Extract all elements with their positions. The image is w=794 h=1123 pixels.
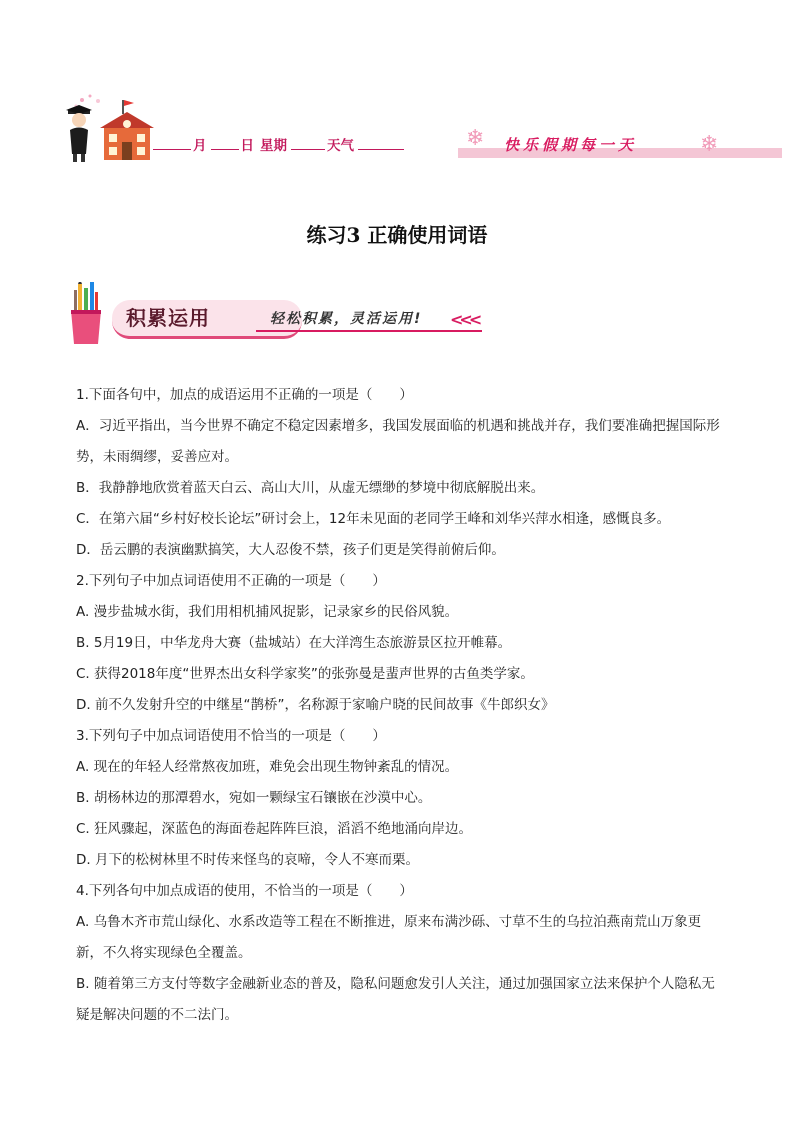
option-a: A. 现在的年轻人经常熬夜加班，难免会出现生物钟紊乱的情况。 (76, 759, 459, 775)
option-b: B. 胡杨林边的那潭碧水，宛如一颗绿宝石镶嵌在沙漠中心。 (76, 790, 432, 806)
question-stem: 4.下列各句中加点成语的使用，不恰当的一项是（ ） (76, 883, 413, 899)
option-a: A. 漫步盐城水街，我们用相机捕风捉影，记录家乡的民俗风貌。 (76, 604, 459, 620)
option-a: A．习近平指出，当今世界不确定不稳定因素增多，我国发展面临的机遇和挑战并存，我们要准确把握国际形势，未雨绸缪，妥善应对。 (76, 418, 720, 465)
section-title: 积累运用 (126, 306, 210, 330)
header-banner (0, 92, 794, 172)
weather-blank[interactable] (358, 135, 404, 150)
option-b: B. 5月19日，中华龙舟大赛（盐城站）在大洋湾生态旅游景区拉开帷幕。 (76, 635, 512, 651)
option-d: D. 月下的松树林里不时传来怪鸟的哀啼，令人不寒而栗。 (76, 852, 419, 868)
double-arrow-left-icon: <<< (450, 310, 479, 329)
option-b: B. 随着第三方支付等数字金融新业态的普及，隐私问题愈发引人关注，通过加强国家立法来保护个人隐私无疑是解决问题的不二法门。 (76, 976, 715, 1023)
pencil-cup-icon (66, 282, 106, 346)
school-graduate-illustration (62, 92, 157, 164)
day-label: 日 (240, 138, 254, 154)
page-title: 练习3 正确使用词语 (306, 223, 488, 247)
option-d: D．岳云鹏的表演幽默搞笑，大人忍俊不禁，孩子们更是笑得前俯后仰。 (76, 542, 505, 558)
option-b: B．我静静地欣赏着蓝天白云、高山大川，从虚无缥缈的梦境中彻底解脱出来。 (76, 480, 545, 496)
option-c: C. 获得2018年度“世界杰出女科学家奖”的张弥曼是蜚声世界的古鱼类学家。 (76, 666, 534, 682)
month-label: 月 (193, 138, 207, 154)
question-list (76, 380, 726, 1031)
motto-underline (256, 330, 482, 332)
option-c: C. 狂风骤起，深蓝色的海面卷起阵阵巨浪，滔滔不绝地涌向岸边。 (76, 821, 473, 837)
option-d: D. 前不久发射升空的中继星“鹊桥”，名称源于家喻户晓的民间故事《牛郎织女》 (76, 697, 555, 713)
question-stem: 3.下列句子中加点词语使用不恰当的一项是（ ） (76, 728, 386, 744)
option-a: A. 乌鲁木齐市荒山绿化、水系改造等工程在不断推进，原来布满沙砾、寸草不生的乌拉泊燕南荒山万象更新，不久将实现绿色全覆盖。 (76, 914, 702, 961)
slogan-text: 快乐假期每一天 (504, 136, 638, 154)
option-c: C．在第六届“乡村好校长论坛”研讨会上，12年未见面的老同学王峰和刘华兴萍水相逢，感慨良多。 (76, 511, 671, 527)
month-blank[interactable] (153, 135, 191, 150)
snowflake-icon: ❄ (700, 132, 719, 157)
weekday-blank[interactable] (291, 135, 325, 150)
section-header (66, 282, 486, 346)
weather-label: 天气 (327, 138, 354, 154)
question-stem: 1.下面各句中，加点的成语运用不正确的一项是（ ） (76, 387, 413, 403)
section-motto: 轻松积累，灵活运用! (270, 311, 423, 327)
question-stem: 2.下列句子中加点词语使用不正确的一项是（ ） (76, 573, 386, 589)
weekday-label: 星期 (260, 138, 287, 154)
day-blank[interactable] (211, 135, 239, 150)
date-weather-line (153, 134, 458, 152)
snowflake-icon: ❄ (466, 126, 485, 151)
